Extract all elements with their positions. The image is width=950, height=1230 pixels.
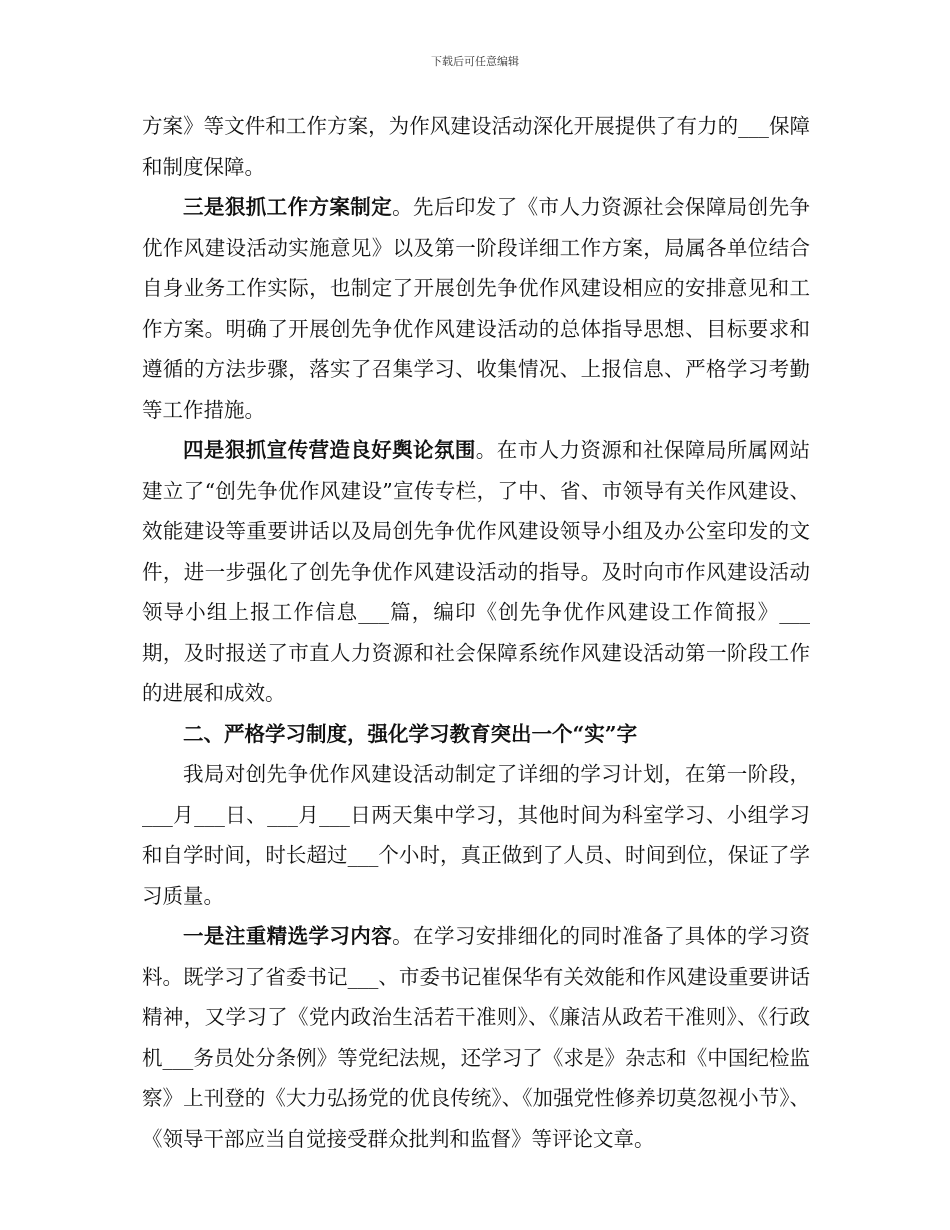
paragraph-text: 。先后印发了《市人力资源社会保障局创先争优作风建设活动实施意见》以及第一阶段详细工作方案，局属各单位结合自身业务工作实际，也制定了开展创先争优作风建设相应的安排意见和工作方案。明确了开展创先争优作风建设活动的总体指导思想、目标要求和遵循的方法步骤，落实了召集学习、收集情况、上报信息、严格学习考勤等工作措施。 — [142, 195, 811, 422]
page-header: 下载后可任意编辑 — [431, 55, 519, 68]
paragraph-continued: 方案》等文件和工作方案，为作风建设活动深化开展提供了有力的___保障和制度保障。 — [142, 114, 810, 179]
paragraph-text: 。在市人力资源和社保障局所属网站建立了“创先争优作风建设”宣传专栏，了中、省、市领导有关作风建设、效能建设等重要讲话以及局创先争优作风建设领导小组及办公室印发的文件，进一步强化了创先争优作风建设活动的指导。及时向市作风建设活动领导小组上报工作信息___篇，编印《创先争优作风建设工作简报》___期，及时报送了市直人力资源和社会保障系统作风建设活动第一阶段工作的进展和成效。 — [142, 438, 811, 705]
paragraph-study-content — [142, 916, 810, 1159]
paragraph-study-plan: 我局对创先争优作风建设活动制定了详细的学习计划，在第一阶段，___月___日、___月___日两天集中学习，其他时间为科室学习、小组学习和自学时间，时长超过___个小时，真正做到了人员、时间到位，保证了学习质量。 — [142, 762, 810, 908]
paragraph-lead-bold: 四是狠抓宣传营造良好舆论氛围 — [183, 438, 476, 462]
paragraph-publicity — [142, 430, 810, 714]
paragraph-work-plan — [142, 187, 810, 430]
section-heading: 二、严格学习制度，强化学习教育突出一个“实”字 — [183, 721, 638, 746]
paragraph-text: 。在学习安排细化的同时准备了具体的学习资料。既学习了省委书记___、市委书记崔保华有关效能和作风建设重要讲话精神，又学习了《党内政治生活若干准则》、《廉洁从政若干准则》、《行政机___务员处分条例》等党纪法规，还学习了《求是》杂志和《中国纪检监察》上刊登的《大力弘扬党的优良传统》、《加强党性修养切莫忽视小节》、《领导干部应当自觉接受群众批判和监督》等评论文章。 — [142, 924, 811, 1151]
paragraph-lead-bold: 一是注重精选学习内容 — [183, 924, 393, 948]
paragraph-lead-bold: 三是狠抓工作方案制定 — [183, 195, 393, 219]
document-body — [142, 106, 810, 1159]
